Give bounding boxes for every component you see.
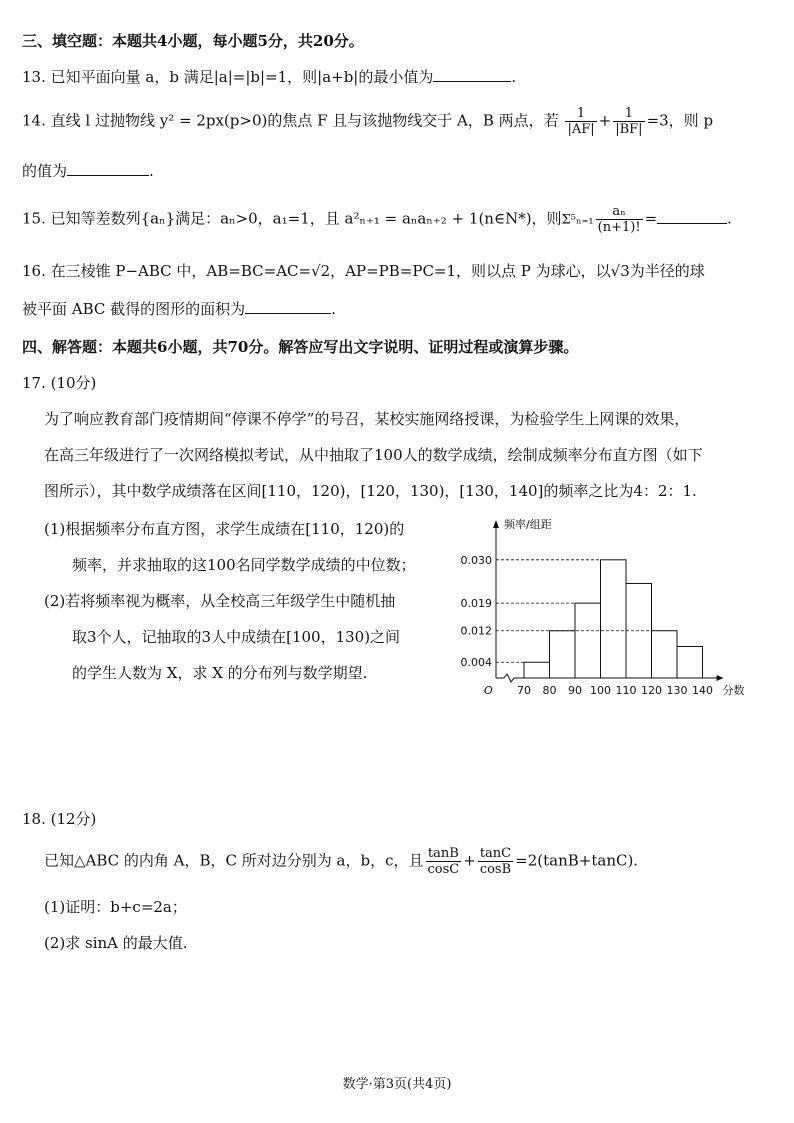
- q17-subquestion-2a: (2)若将频率视为概率，从全校高三年级学生中随机抽: [44, 592, 396, 610]
- q13-end: .: [511, 68, 517, 86]
- q14-text3: 的值为: [22, 162, 68, 180]
- question-14: [22, 106, 713, 137]
- x-tick-label: 70: [517, 684, 531, 697]
- q15-fraction: $\frac{\text{aₙ}}{(n+1)!}$: [597, 204, 641, 235]
- histogram-bar: [677, 646, 703, 678]
- q18-text2: =2(tanB+tanC).: [515, 851, 639, 870]
- q14-text2: =3，则 p: [646, 111, 714, 130]
- q17-title: 17. (10分): [22, 374, 97, 392]
- q18-text1: 已知△ABC 的内角 A，B，C 所对边分别为 a，b，c，且: [44, 851, 424, 870]
- q16-text2: 被平面 ABC 截得的图形的面积为: [22, 300, 246, 318]
- q18-subquestion-1: (1)证明：b+c=2a；: [44, 898, 187, 916]
- x-tick-label: 100: [590, 684, 611, 697]
- origin-label: O: [484, 684, 493, 697]
- x-tick-label: 90: [568, 684, 582, 697]
- y-axis-arrow: [493, 520, 499, 528]
- x-tick-label: 140: [692, 684, 713, 697]
- q15-text2: =: [644, 209, 658, 228]
- answer-blank: [67, 161, 149, 176]
- x-tick-label: 80: [542, 684, 557, 697]
- q18-title: 18. (12分): [22, 810, 97, 828]
- histogram-bar: [550, 631, 576, 678]
- y-tick-label: 0.004: [460, 656, 492, 670]
- question-16: 16. 在三棱锥 P−ABC 中，AB=BC=AC=√2，AP=PB=PC=1，则以点 P 为球心，以√3为半径的球: [22, 262, 705, 280]
- y-tick-label: 0.019: [460, 597, 492, 611]
- q15-sum: Σ⁵ₙ₌₁: [561, 212, 594, 228]
- x-tick-label: 130: [666, 684, 688, 697]
- q15-end: .: [727, 209, 732, 228]
- x-tick-label: 120: [641, 684, 662, 697]
- answer-blank: [657, 209, 727, 224]
- q17-subquestion-1b: 频率，并求抽取的这100名同学数学成绩的中位数；: [72, 556, 416, 574]
- y-tick-label: 0.030: [460, 553, 492, 567]
- answer-blank: [433, 67, 511, 82]
- q16-end: .: [331, 300, 336, 318]
- q18-statement: [44, 846, 638, 877]
- x-axis-label: 分数: [722, 684, 745, 697]
- histogram-bar: [524, 662, 550, 678]
- histogram-bar: [652, 631, 678, 678]
- question-15: [22, 204, 732, 235]
- histogram-bar: [575, 603, 601, 678]
- q14-fraction-2: $\frac{1}{|BF|}$: [615, 106, 643, 137]
- q18-fraction-1: $\frac{\tan B}{\cos C}$: [427, 846, 460, 877]
- q14-end: .: [149, 162, 154, 180]
- q15-text1: 15. 已知等差数列{aₙ}满足：aₙ>0，a₁=1，且 a²ₙ₊₁ = aₙaₙ₊₂ + 1(n∈N*)，则: [22, 209, 562, 228]
- question-13: [22, 66, 516, 87]
- answer-blank: [245, 299, 331, 314]
- q18-fraction-2: $\frac{\tan C}{\cos B}$: [479, 846, 512, 877]
- question-14-cont: [22, 160, 154, 181]
- q17-paragraph-1: 为了响应教育部门疫情期间“停课不停学”的号召，某校实施网络授课，为检验学生上网课的效果，: [44, 410, 690, 428]
- q14-plus: +: [598, 111, 612, 130]
- x-tick-label: 110: [615, 684, 637, 697]
- q17-subquestion-2c: 的学生人数为 X，求 X 的分布列与数学期望.: [72, 664, 368, 682]
- histogram-bar: [601, 560, 627, 678]
- q17-paragraph-2: 在高三年级进行了一次网络模拟考试，从中抽取了100人的数学成绩，绘制成频率分布直方图（如下: [44, 446, 703, 464]
- q13-text: 13. 已知平面向量 a，b 满足|a|=|b|=1，则|a+b|的最小值为: [22, 68, 434, 86]
- q17-subquestion-1a: (1)根据频率分布直方图，求学生成绩在[110，120)的: [44, 520, 405, 538]
- frequency-histogram: [454, 512, 764, 702]
- question-16-cont: [22, 298, 336, 319]
- page-footer: 数学·第3页(共4页): [342, 1077, 452, 1092]
- q18-plus: +: [463, 851, 476, 870]
- section-3-header: 三、填空题：本题共4小题，每小题5分，共20分。: [22, 32, 364, 50]
- q17-subquestion-2b: 取3个人，记抽取的3人中成绩在[100，130)之间: [72, 628, 401, 646]
- q14-fraction-1: $\frac{1}{|AF|}$: [567, 106, 595, 137]
- y-axis-label: 频率/组距: [504, 518, 552, 531]
- q14-text1: 14. 直线 l 过抛物线 y² = 2px(p>0)的焦点 F 且与该抛物线交于 A，B 两点，若: [22, 111, 559, 130]
- x-axis-arrow: [717, 675, 724, 681]
- q17-paragraph-3: 图所示），其中数学成绩落在区间[110，120)，[120，130)，[130，140]的频率之比为4：2：1.: [44, 482, 697, 500]
- q18-subquestion-2: (2)求 sinA 的最大值.: [44, 934, 188, 952]
- y-tick-label: 0.012: [460, 624, 492, 638]
- section-4-header: 四、解答题：本题共6小题，共70分。解答应写出文字说明、证明过程或演算步骤。: [22, 338, 579, 356]
